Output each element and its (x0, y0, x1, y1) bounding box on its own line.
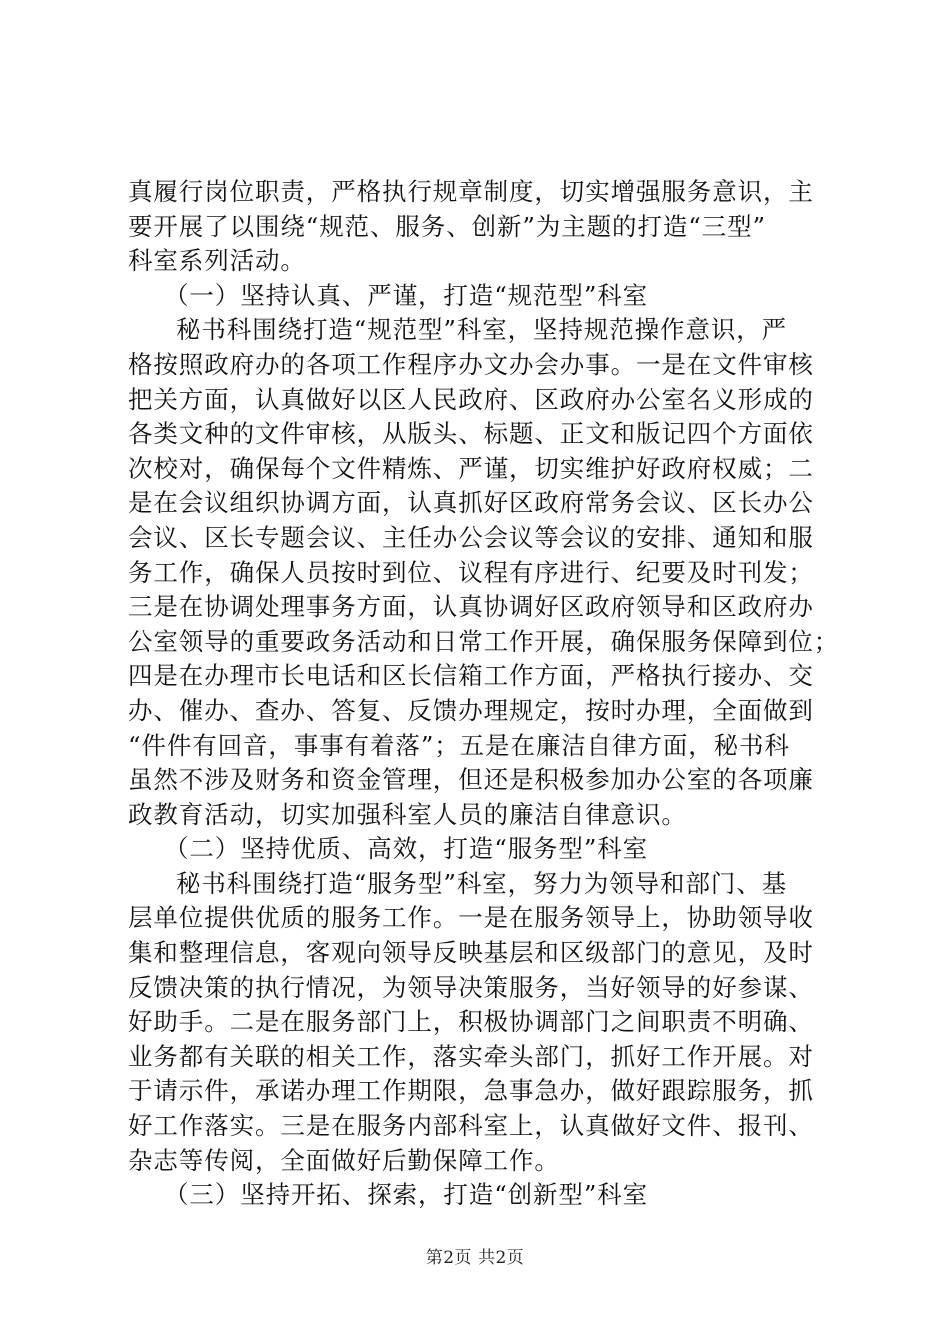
text-line: 反馈决策的执行情况，为领导决策服务，当好领导的好参谋、 (128, 972, 814, 1002)
text-line: 真履行岗位职责，严格执行规章制度，切实增强服务意识，主 (128, 177, 814, 206)
text-line: 办、催办、查办、答复、反馈办理规定，按时办理，全面做到 (128, 695, 814, 725)
text-line: 各类文种的文件审核，从版头、标题、正文和版记四个方面依 (128, 419, 814, 449)
text-line: 杂志等传阅，全面做好后勤保障工作。 (128, 1145, 560, 1175)
text-line: 秘书科围绕打造“规范型”科室，坚持规范操作意识，严 (176, 315, 788, 345)
section-heading-2: （二）坚持优质、高效，打造“服务型”科室 (164, 834, 649, 864)
text-line: 要开展了以围绕“规范、服务、创新”为主题的打造“三型” (128, 211, 766, 241)
text-line: 会议、区长专题会议、主任办公会议等会议的安排、通知和服 (128, 522, 814, 552)
text-line: 集和整理信息，客观向领导反映基层和区级部门的意见，及时 (128, 938, 814, 968)
text-line: 公室领导的重要政务活动和日常工作开展，确保服务保障到位； (128, 626, 840, 656)
text-line: 务工作，确保人员按时到位、议程有序进行、纪要及时刊发； (128, 557, 814, 587)
text-line: 好助手。二是在服务部门上，积极协调部门之间职责不明确、 (128, 1007, 814, 1037)
text-line: 于请示件，承诺办理工作期限，急事急办，做好跟踪服务，抓 (128, 1076, 814, 1106)
text-line: 是在会议组织协调方面，认真抓好区政府常务会议、区长办公 (128, 488, 814, 518)
text-line: 四是在办理市长电话和区长信箱工作方面，严格执行接办、交 (128, 661, 814, 691)
text-line: 秘书科围绕打造“服务型”科室，努力为领导和部门、基 (176, 868, 788, 898)
text-line: 好工作落实。三是在服务内部科室上，认真做好文件、报刊、 (128, 1111, 814, 1141)
text-line: 格按照政府办的各项工作程序办文办会办事。一是在文件审核 (128, 349, 814, 379)
text-line: 政教育活动，切实加强科室人员的廉洁自律意识。 (128, 799, 687, 829)
page-footer: 第2页 共2页 (425, 1248, 525, 1268)
text-line: “件件有回音，事事有着落”；五是在廉洁自律方面，秘书科 (128, 730, 790, 760)
text-line: 科室系列活动。 (128, 246, 306, 276)
section-heading-1: （一）坚持认真、严谨，打造“规范型”科室 (164, 280, 649, 310)
section-heading-3: （三）坚持开拓、探索，打造“创新型”科室 (164, 1180, 649, 1210)
text-line: 业务都有关联的相关工作，落实牵头部门，抓好工作开展。对 (128, 1041, 814, 1071)
text-line: 次校对，确保每个文件精炼、严谨，切实维护好政府权威；二 (128, 453, 814, 483)
text-line: 虽然不涉及财务和资金管理，但还是积极参加办公室的各项廉 (128, 765, 814, 795)
text-line: 把关方面，认真做好以区人民政府、区政府办公室名义形成的 (128, 384, 814, 414)
document-body (128, 175, 840, 1213)
text-line: 层单位提供优质的服务工作。一是在服务领导上，协助领导收 (128, 903, 814, 933)
text-line: 三是在协调处理事务方面，认真协调好区政府领导和区政府办 (128, 592, 814, 622)
